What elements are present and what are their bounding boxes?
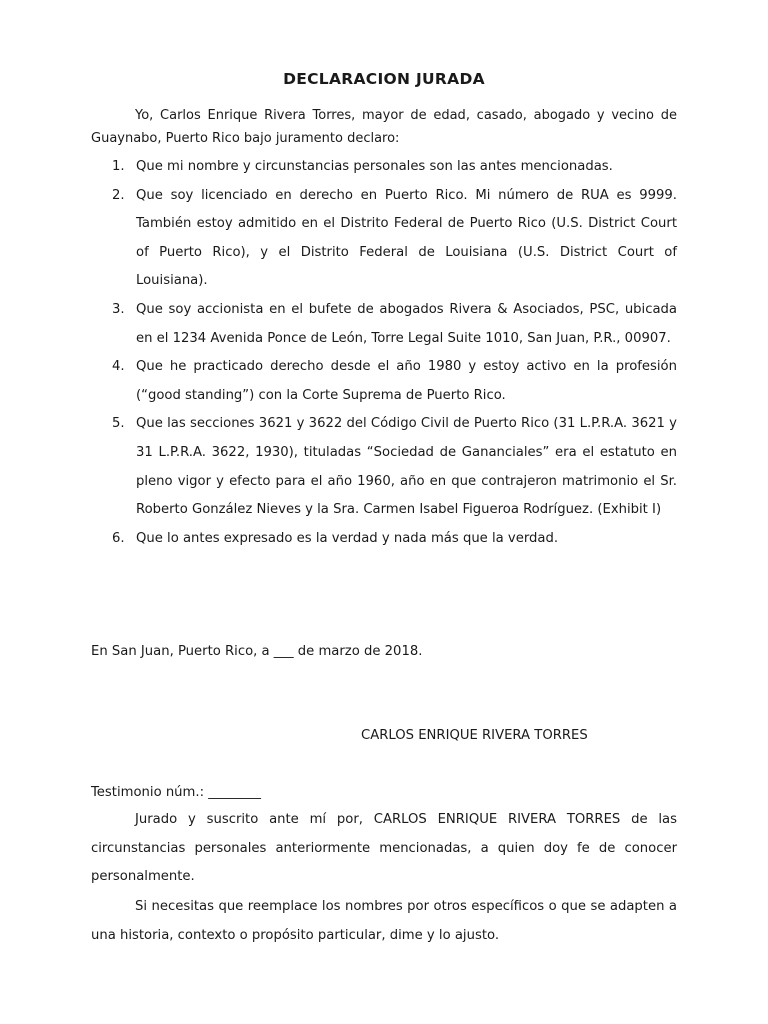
signature-name: CARLOS ENRIQUE RIVERA TORRES bbox=[361, 728, 588, 743]
list-item bbox=[91, 525, 677, 554]
document-title: DECLARACION JURADA bbox=[283, 70, 485, 88]
list-item bbox=[91, 353, 677, 410]
list-item bbox=[91, 182, 677, 296]
list-item bbox=[91, 296, 677, 353]
closing-line: En San Juan, Puerto Rico, a ___ de marzo de 2018. bbox=[91, 644, 423, 659]
list-item-text: Que las secciones 3621 y 3622 del Código Civil de Puerto Rico (31 L.P.R.A. 3621 y 31 L.P.R.A. 3622, 1930), tituladas “Sociedad de Gananciales” era el estatuto en pleno vigor y efecto para el año 1960, año en que contrajeron matrimonio el Sr. Roberto González Nieves y la Sra. Carmen Isabel Figueroa Rodríguez. (Exhibit I) bbox=[136, 416, 677, 518]
list-item-number: 4. bbox=[112, 359, 125, 375]
list-item-text: Que lo antes expresado es la verdad y nada más que la verdad. bbox=[136, 530, 559, 546]
list-item-number: 3. bbox=[112, 301, 125, 317]
list-item-number: 1. bbox=[112, 159, 125, 174]
list-item-text: Que soy licenciado en derecho en Puerto Rico. Mi número de RUA es 9999. También estoy admitido en el Distrito Federal de Puerto Rico (U.S. District Court of Puerto Rico), y el Distrito Federal de Louisiana (U.S. District Court of Louisiana). bbox=[136, 187, 677, 289]
list-item-text: Que mi nombre y circunstancias personales son las antes mencionadas. bbox=[136, 159, 613, 174]
list-item bbox=[91, 410, 677, 524]
list-item-text: Que soy accionista en el bufete de abogados Rivera & Asociados, PSC, ubicada en el 1234 Avenida Ponce de León, Torre Legal Suite 1010, San Juan, P.R., 00907. bbox=[136, 301, 677, 346]
list-item-number: 5. bbox=[112, 416, 125, 432]
list-item-text: Que he practicado derecho desde el año 1980 y estoy activo en la profesión (“good standing”) con la Corte Suprema de Puerto Rico. bbox=[136, 359, 677, 403]
intro-paragraph: Yo, Carlos Enrique Rivera Torres, mayor de edad, casado, abogado y vecino de Guaynabo, Puerto Rico bajo juramento declaro: bbox=[91, 108, 677, 146]
testimonio-line: Testimonio núm.: ________ bbox=[91, 785, 261, 800]
list-item-number: 2. bbox=[112, 187, 125, 203]
declaration-list bbox=[91, 153, 677, 553]
list-item-number: 6. bbox=[112, 530, 125, 546]
jurat-paragraph: Jurado y suscrito ante mí por, CARLOS ENRIQUE RIVERA TORRES de las circunstancias personales anteriormente mencionadas, a quien doy fe de conocer personalmente. bbox=[91, 812, 677, 885]
note-paragraph: Si necesitas que reemplace los nombres por otros específicos o que se adapten a una historia, contexto o propósito particular, dime y lo ajusto. bbox=[91, 899, 677, 943]
list-item bbox=[91, 153, 677, 182]
